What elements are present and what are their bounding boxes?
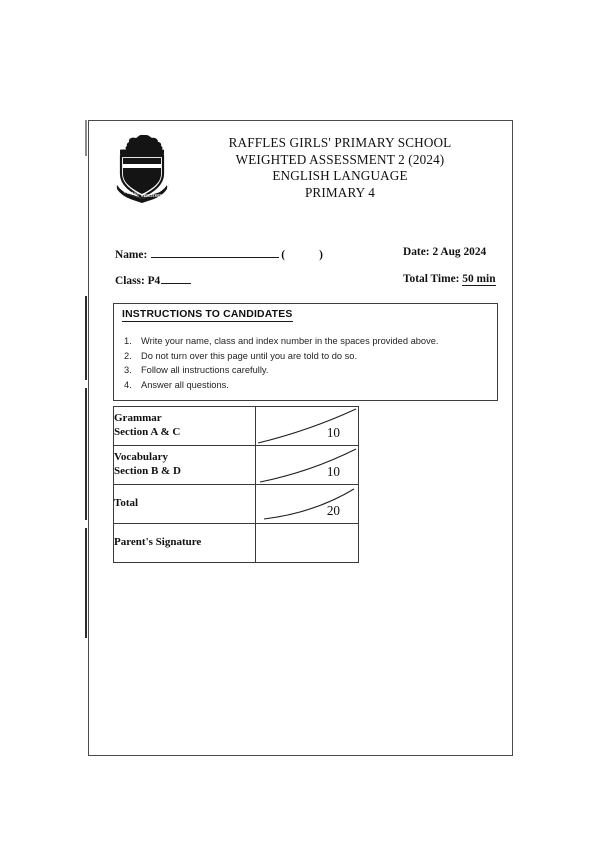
list-item-text: Answer all questions.	[141, 379, 229, 390]
page-header	[89, 129, 514, 221]
total-time-label: Total Time:	[403, 273, 460, 285]
mark-value: 20	[326, 503, 340, 518]
scan-artifact-line	[85, 296, 87, 380]
list-item-number: 1.	[124, 336, 132, 346]
school-crest-icon	[111, 133, 173, 203]
total-time-value: 50 min	[462, 273, 496, 285]
candidate-particulars	[89, 246, 514, 298]
list-item-number: 2.	[124, 350, 132, 361]
instructions-list	[122, 334, 490, 392]
scan-artifact-line	[85, 120, 87, 156]
title-block	[185, 135, 495, 201]
total-time-group	[403, 273, 496, 285]
name-input[interactable]	[151, 246, 279, 258]
table-row	[114, 446, 359, 485]
class-input[interactable]	[161, 273, 191, 284]
list-item-number: 3.	[124, 365, 132, 376]
mark-value: 10	[326, 464, 340, 479]
list-item	[122, 334, 490, 349]
svg-text:FILIAE: FILIAE	[123, 189, 140, 198]
table-row	[114, 407, 359, 446]
row-label-line1: Parent's Signature	[114, 536, 202, 549]
date-value: 2 Aug 2024	[432, 246, 487, 258]
school-name: RAFFLES GIRLS' PRIMARY SCHOOL	[228, 135, 452, 150]
subject-name: ENGLISH LANGUAGE	[272, 168, 408, 183]
mark-cell-total[interactable]	[256, 485, 359, 524]
row-label-total	[114, 485, 256, 524]
diagonal-slash-icon	[256, 446, 358, 484]
date-label: Date:	[403, 246, 430, 258]
diagonal-slash-icon	[256, 407, 358, 445]
index-open-paren: (	[281, 249, 286, 261]
table-row	[114, 524, 359, 563]
row-label-line1: Vocabulary	[114, 451, 168, 464]
instructions-box	[113, 303, 498, 401]
row-label-line1: Total	[114, 497, 139, 510]
row-label-vocabulary	[114, 446, 256, 485]
list-item-text: Follow all instructions carefully.	[141, 365, 269, 376]
class-label: Class: P4	[115, 275, 161, 287]
row-label-line1: Grammar	[114, 412, 162, 425]
scan-artifact-line	[85, 528, 87, 638]
mark-cell-grammar[interactable]	[256, 407, 359, 446]
diagonal-slash-icon	[256, 485, 358, 523]
exam-paper-sheet	[88, 120, 513, 756]
list-item-text: Do not turn over this page until you are told to do so.	[141, 350, 358, 361]
date-field-group	[403, 246, 486, 258]
mark-cell-vocabulary[interactable]	[256, 446, 359, 485]
row-label-grammar	[114, 407, 256, 446]
row-label-parent-signature	[114, 524, 256, 563]
row-label-line2: Section A & C	[114, 426, 181, 438]
scan-artifact-line	[85, 388, 87, 520]
list-item	[122, 378, 490, 393]
index-close-paren: )	[319, 249, 323, 261]
class-field-group	[115, 273, 191, 287]
list-item	[122, 363, 490, 378]
name-label: Name:	[115, 249, 148, 261]
assessment-name: WEIGHTED ASSESSMENT 2 (2024)	[235, 151, 445, 167]
list-item-text: Write your name, class and index number in the spaces provided above.	[141, 336, 439, 346]
mark-value: 10	[326, 425, 340, 440]
name-field-group	[115, 246, 323, 261]
instructions-heading: INSTRUCTIONS TO CANDIDATES	[122, 309, 293, 320]
list-item-number: 4.	[124, 379, 132, 390]
list-item	[122, 349, 490, 364]
row-label-line2: Section B & D	[114, 465, 181, 477]
table-row	[114, 485, 359, 524]
marks-summary-table	[113, 406, 359, 563]
svg-text:MELIORES: MELIORES	[141, 193, 165, 198]
parent-signature-field[interactable]	[256, 524, 359, 563]
level-name: PRIMARY 4	[304, 184, 376, 200]
